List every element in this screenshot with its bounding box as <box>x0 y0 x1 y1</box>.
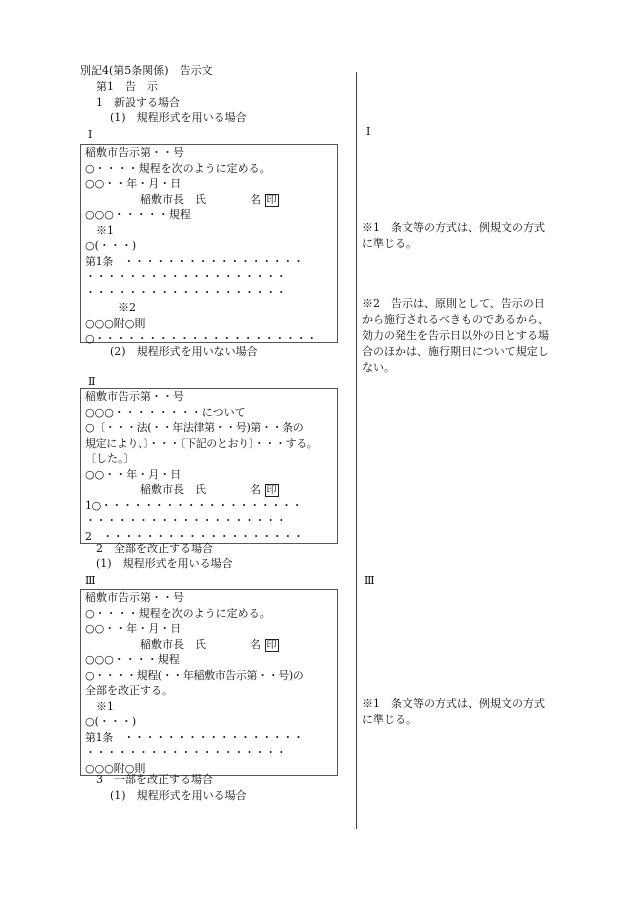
box-row: ○・・・・規程(・・年稲敷市告示第・・号)の <box>85 668 304 682</box>
box-row: 稲敷市告示第・・号 <box>85 591 184 604</box>
item-regulation-form-3: (1) 規程形式を用いる場合 <box>110 789 247 802</box>
subsection-partial-revision: 3 一部を改正する場合 <box>96 773 213 786</box>
subsection-new: 1 新設する場合 <box>96 96 180 109</box>
box-row: 稲敷市告示第・・号 <box>85 146 184 159</box>
notice-example-box-2 <box>80 388 338 544</box>
subsection-full-revision: 2 全部を改正する場合 <box>96 542 213 555</box>
mayor-name-text: 稲敷市長 氏 名 <box>85 483 261 496</box>
box-row: ※1 <box>85 699 114 713</box>
page-heading: 別記4(第5条関係) 告示文 <box>80 64 213 77</box>
box-row: ○○○・・・・・・・・について <box>85 405 246 419</box>
column-divider <box>356 72 357 829</box>
roman-label-ii: Ⅱ <box>88 375 96 388</box>
box-row: ・・・・・・・・・・・・・・・・・・・ <box>85 514 287 527</box>
roman-label-i: Ⅰ <box>88 128 93 141</box>
right-roman-label-i: Ⅰ <box>366 125 371 138</box>
note-format: ※1 条文等の方式は、例規文の方式に準じる。 <box>362 221 545 250</box>
box-row: ○・・・・・・・・・・・・・・・・・・・・・ <box>85 332 317 345</box>
box-row: ※1 <box>85 223 114 237</box>
notice-example-box-3 <box>80 589 338 776</box>
box-row: ○(・・・) <box>85 715 137 728</box>
box-row: 規定により、〕・・・〔下記のとおり〕・・・する。 <box>85 436 318 450</box>
box-row: 〔した。〕 <box>85 452 135 465</box>
seal-mark: 印 <box>266 485 277 496</box>
section-title: 第1 告 示 <box>96 80 158 93</box>
box-row: ・・・・・・・・・・・・・・・・・・・ <box>85 285 287 299</box>
box-row-signature <box>81 482 337 498</box>
note-format-2: ※1 条文等の方式は、例規文の方式に準じる。 <box>362 697 545 726</box>
mayor-name-text: 稲敷市長 氏 名 <box>85 637 261 651</box>
box-row: 第1条 ・・・・・・・・・・・・・・・・・ <box>85 254 304 268</box>
box-row: ・・・・・・・・・・・・・・・・・・・ <box>85 746 287 759</box>
box-row: 全部を改正する。 <box>85 684 173 697</box>
roman-label-iii: Ⅲ <box>85 574 96 587</box>
box-row: ○○○・・・・規程 <box>85 653 180 666</box>
seal-mark: 印 <box>266 639 277 651</box>
box-row: 稲敷市告示第・・号 <box>85 390 184 403</box>
box-row: ○○・・年・月・日 <box>85 467 182 481</box>
box-row: 2 ・・・・・・・・・・・・・・・・・・・ <box>85 529 304 543</box>
box-row: ○○○附○則 <box>85 761 146 775</box>
box-row: 1○・・・・・・・・・・・・・・・・・・・ <box>85 498 303 512</box>
box-row: ○○○・・・・・規程 <box>85 208 191 221</box>
box-row: ○(・・・) <box>85 239 137 252</box>
notice-example-box-1 <box>80 144 338 343</box>
seal-mark: 印 <box>266 194 277 206</box>
box-row: ○○○附○則 <box>85 316 146 330</box>
mayor-name-text: 稲敷市長 氏 名 <box>85 192 261 206</box>
item-non-regulation-form: (2) 規程形式を用いない場合 <box>110 345 258 358</box>
item-regulation-form: (1) 規程形式を用いる場合 <box>110 111 247 124</box>
note-effective-date: ※2 告示は、原則として、告示の日から施行されるべきものであるから、効力の発生を告示日以外の日とする場合のほかは、施行期日について規定しない。 <box>362 297 549 374</box>
box-row-signature <box>81 637 337 653</box>
box-row: ○・・・・規程を次のように定める。 <box>85 606 271 620</box>
box-row: ○・・・・規程を次のように定める。 <box>85 161 271 175</box>
box-row: ○○・・年・月・日 <box>85 177 182 190</box>
box-row: ・・・・・・・・・・・・・・・・・・・ <box>85 270 287 283</box>
box-row: ○○・・年・月・日 <box>85 622 182 635</box>
box-row: 第1条 ・・・・・・・・・・・・・・・・・ <box>85 730 304 744</box>
box-row: ※2 <box>85 301 136 314</box>
box-row: ○〔・・・法(・・年法律第・・号)第・・条の <box>85 421 304 434</box>
box-row-signature <box>81 192 337 208</box>
item-regulation-form-2: (1) 規程形式を用いる場合 <box>96 557 233 570</box>
right-roman-label-iii: Ⅲ <box>364 574 375 587</box>
